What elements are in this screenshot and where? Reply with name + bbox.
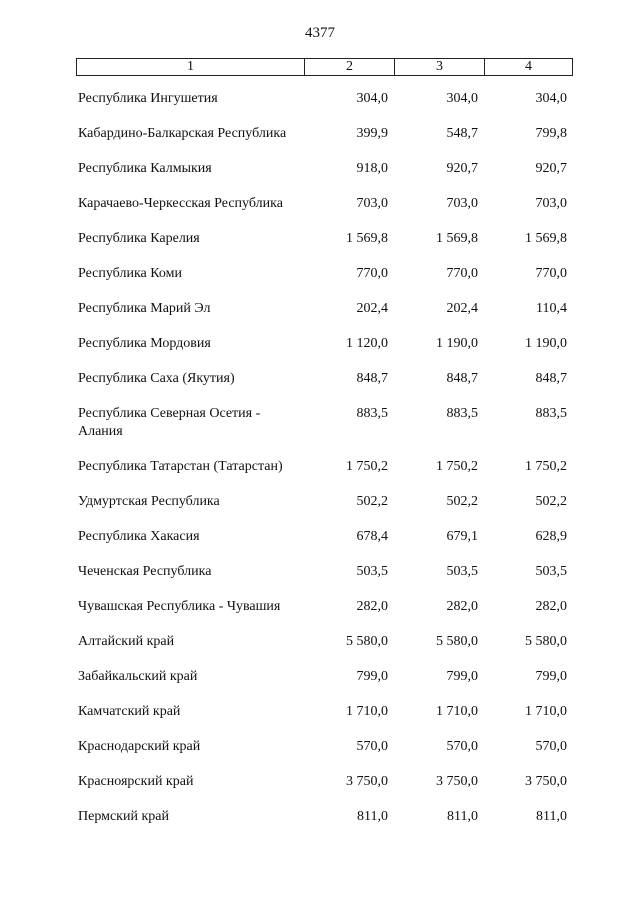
value-col-4: 770,0 bbox=[535, 266, 567, 281]
region-name: Удмуртская Республика bbox=[78, 494, 220, 509]
value-col-4: 628,9 bbox=[535, 529, 567, 544]
value-col-4: 503,5 bbox=[535, 564, 567, 579]
region-name: Камчатский край bbox=[78, 704, 181, 719]
region-name: Республика Хакасия bbox=[78, 529, 200, 544]
table-row bbox=[78, 773, 573, 791]
table-row bbox=[78, 493, 573, 511]
value-col-3: 848,7 bbox=[446, 371, 478, 386]
table-row bbox=[78, 370, 573, 388]
value-col-2: 703,0 bbox=[356, 196, 388, 211]
region-name: Республика Калмыкия bbox=[78, 161, 212, 176]
region-name: Красноярский край bbox=[78, 774, 194, 789]
value-col-3: 679,1 bbox=[446, 529, 478, 544]
value-col-3: 1 190,0 bbox=[436, 336, 478, 351]
table-row bbox=[78, 300, 573, 318]
value-col-4: 1 569,8 bbox=[525, 231, 567, 246]
value-col-2: 1 569,8 bbox=[346, 231, 388, 246]
value-col-3: 883,5 bbox=[446, 406, 478, 421]
region-name: Республика Карелия bbox=[78, 231, 200, 246]
value-col-4: 920,7 bbox=[535, 161, 567, 176]
header-cell-3: 3 bbox=[395, 59, 485, 75]
value-col-2: 399,9 bbox=[356, 126, 388, 141]
value-col-2: 1 750,2 bbox=[346, 459, 388, 474]
value-col-4: 502,2 bbox=[535, 494, 567, 509]
value-col-2: 304,0 bbox=[356, 91, 388, 106]
region-name: Кабардино-Балкарская Республика bbox=[78, 126, 287, 141]
value-col-3: 502,2 bbox=[446, 494, 478, 509]
table-row bbox=[78, 528, 573, 546]
value-col-2: 883,5 bbox=[356, 406, 388, 421]
region-name: Республика Мордовия bbox=[78, 336, 211, 351]
value-col-3: 202,4 bbox=[446, 301, 478, 316]
value-col-4: 282,0 bbox=[535, 599, 567, 614]
table-row bbox=[78, 160, 573, 178]
region-name: Краснодарский край bbox=[78, 739, 201, 754]
value-col-2: 570,0 bbox=[356, 739, 388, 754]
table-row bbox=[78, 335, 573, 353]
value-col-3: 304,0 bbox=[446, 91, 478, 106]
table-row bbox=[78, 230, 573, 248]
value-col-3: 920,7 bbox=[446, 161, 478, 176]
value-col-2: 282,0 bbox=[356, 599, 388, 614]
region-name: Республика Северная Осетия - Алания bbox=[78, 406, 261, 439]
value-col-2: 202,4 bbox=[356, 301, 388, 316]
value-col-2: 848,7 bbox=[356, 371, 388, 386]
value-col-4: 703,0 bbox=[535, 196, 567, 211]
value-col-2: 502,2 bbox=[356, 494, 388, 509]
region-name: Пермский край bbox=[78, 809, 169, 824]
value-col-4: 799,0 bbox=[535, 669, 567, 684]
region-name: Республика Ингушетия bbox=[78, 91, 218, 106]
value-col-4: 883,5 bbox=[535, 406, 567, 421]
value-col-3: 3 750,0 bbox=[436, 774, 478, 789]
table-row bbox=[78, 125, 573, 143]
region-name: Алтайский край bbox=[78, 634, 175, 649]
value-col-4: 848,7 bbox=[535, 371, 567, 386]
table-body bbox=[78, 90, 573, 843]
value-col-4: 570,0 bbox=[535, 739, 567, 754]
table-row bbox=[78, 738, 573, 756]
value-col-3: 703,0 bbox=[446, 196, 478, 211]
region-name: Забайкальский край bbox=[78, 669, 198, 684]
table-row bbox=[78, 598, 573, 616]
region-name: Республика Коми bbox=[78, 266, 182, 281]
header-cell-4: 4 bbox=[525, 59, 532, 74]
value-col-2: 1 120,0 bbox=[346, 336, 388, 351]
value-col-4: 5 580,0 bbox=[525, 634, 567, 649]
region-name: Республика Саха (Якутия) bbox=[78, 371, 235, 386]
value-col-2: 503,5 bbox=[356, 564, 388, 579]
value-col-3: 570,0 bbox=[446, 739, 478, 754]
value-col-2: 811,0 bbox=[357, 809, 388, 824]
region-name: Чувашская Республика - Чувашия bbox=[78, 599, 281, 614]
value-col-4: 1 750,2 bbox=[525, 459, 567, 474]
table-row bbox=[78, 563, 573, 581]
table-row bbox=[78, 195, 573, 213]
value-col-4: 3 750,0 bbox=[525, 774, 567, 789]
table-row bbox=[78, 808, 573, 826]
region-name: Чеченская Республика bbox=[78, 564, 212, 579]
value-col-2: 5 580,0 bbox=[346, 634, 388, 649]
value-col-2: 799,0 bbox=[356, 669, 388, 684]
table-row bbox=[78, 668, 573, 686]
table-row bbox=[78, 90, 573, 108]
value-col-2: 918,0 bbox=[356, 161, 388, 176]
value-col-2: 770,0 bbox=[356, 266, 388, 281]
value-col-3: 1 569,8 bbox=[436, 231, 478, 246]
table-row bbox=[78, 703, 573, 721]
value-col-3: 5 580,0 bbox=[436, 634, 478, 649]
region-name: Республика Марий Эл bbox=[78, 301, 211, 316]
value-col-4: 799,8 bbox=[535, 126, 567, 141]
header-cell-1: 1 bbox=[77, 59, 305, 75]
table-row bbox=[78, 265, 573, 283]
table-row bbox=[78, 633, 573, 651]
value-col-2: 678,4 bbox=[356, 529, 388, 544]
table-row bbox=[78, 405, 573, 441]
value-col-4: 1 190,0 bbox=[525, 336, 567, 351]
value-col-3: 1 750,2 bbox=[436, 459, 478, 474]
value-col-4: 304,0 bbox=[535, 91, 567, 106]
page-number: 4377 bbox=[305, 25, 335, 41]
value-col-3: 1 710,0 bbox=[436, 704, 478, 719]
value-col-2: 3 750,0 bbox=[346, 774, 388, 789]
value-col-3: 548,7 bbox=[446, 126, 478, 141]
value-col-3: 799,0 bbox=[446, 669, 478, 684]
header-cell-2: 2 bbox=[305, 59, 395, 75]
value-col-2: 1 710,0 bbox=[346, 704, 388, 719]
region-name: Республика Татарстан (Татарстан) bbox=[78, 459, 283, 474]
table-row bbox=[78, 458, 573, 476]
value-col-4: 110,4 bbox=[536, 301, 567, 316]
value-col-4: 811,0 bbox=[536, 809, 567, 824]
value-col-3: 811,0 bbox=[447, 809, 478, 824]
value-col-4: 1 710,0 bbox=[525, 704, 567, 719]
table-header bbox=[76, 58, 573, 76]
value-col-3: 282,0 bbox=[446, 599, 478, 614]
value-col-3: 503,5 bbox=[446, 564, 478, 579]
value-col-3: 770,0 bbox=[446, 266, 478, 281]
region-name: Карачаево-Черкесская Республика bbox=[78, 196, 283, 211]
